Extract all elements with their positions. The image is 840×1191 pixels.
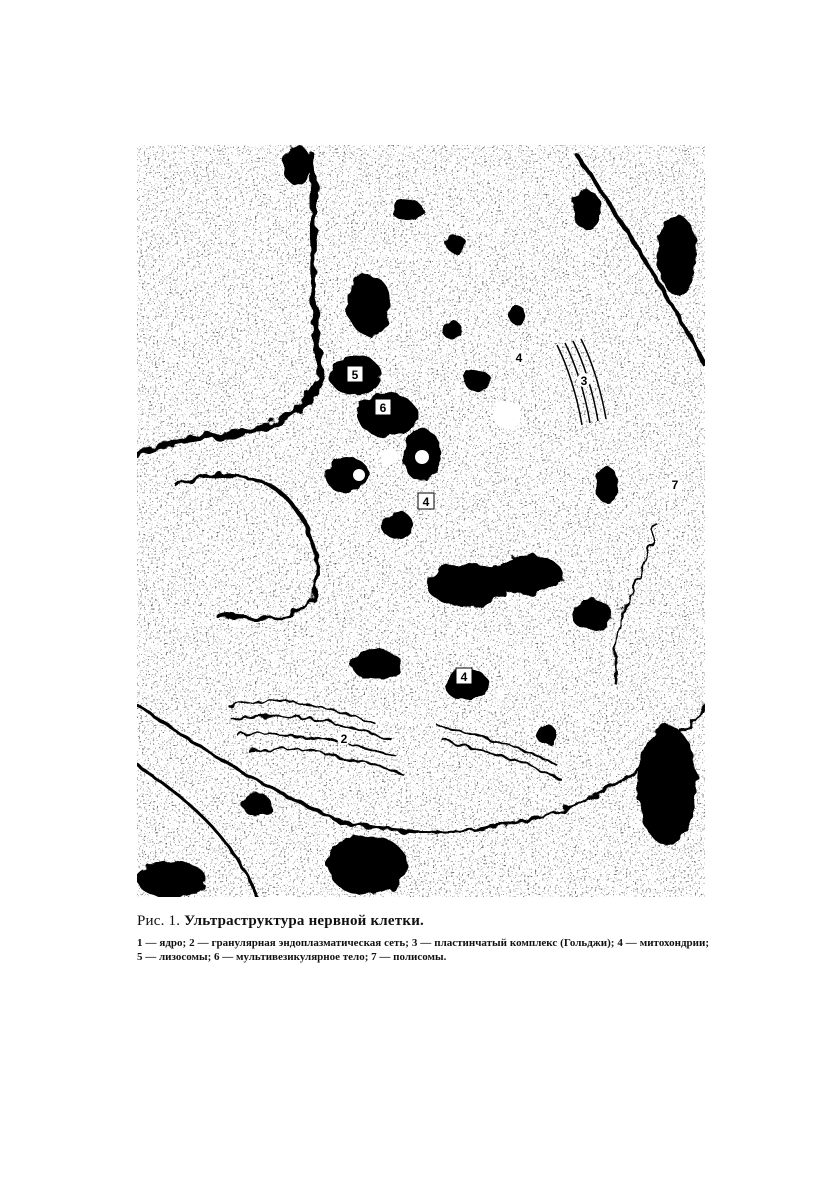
marker-4 bbox=[418, 493, 434, 509]
right-upper-mass bbox=[657, 215, 697, 295]
mitochondrion bbox=[463, 370, 491, 390]
lower-dark-mass bbox=[327, 835, 407, 895]
figure-caption bbox=[137, 912, 709, 964]
rough-er-mass bbox=[351, 651, 403, 679]
top-mass bbox=[283, 145, 311, 185]
mitochondrion bbox=[595, 467, 619, 503]
vesicle-dark bbox=[243, 793, 271, 817]
mitochondrion bbox=[573, 190, 601, 230]
marker-number: 3 bbox=[580, 374, 588, 388]
marker-number: 2 bbox=[340, 732, 348, 746]
caption-legend: 1 — ядро; 2 — гранулярная эндоплазматическая сеть; 3 — пластинчатый комплекс (Гольджи); 4 — митохондрии; 5 — лизосомы; 6 — мультивезикулярное тело; 7 — полисомы. bbox=[137, 937, 709, 963]
mitochondrion bbox=[391, 200, 423, 220]
marker-number: 6 bbox=[379, 401, 387, 415]
marker-4 bbox=[456, 668, 472, 684]
figure-title: Ультраструктура нервной клетки. bbox=[184, 913, 424, 929]
lysosome-upper bbox=[347, 275, 391, 335]
marker-6 bbox=[375, 399, 391, 415]
marker-number: 4 bbox=[422, 495, 430, 509]
marker-5 bbox=[347, 366, 363, 382]
caption-title bbox=[137, 912, 709, 930]
mitochondrion bbox=[381, 511, 413, 539]
micrograph-image bbox=[137, 145, 705, 897]
mitochondrion bbox=[442, 321, 462, 339]
mitochondrion bbox=[537, 725, 557, 745]
mitochondrion bbox=[572, 599, 612, 631]
marker-number: 7 bbox=[671, 478, 679, 492]
vesicle bbox=[415, 450, 429, 464]
vesicle bbox=[493, 401, 521, 429]
marker-number: 5 bbox=[351, 368, 359, 382]
marker-number: 4 bbox=[515, 351, 523, 365]
fine-grain-texture bbox=[137, 145, 705, 897]
vesicle bbox=[381, 449, 397, 465]
figure-label: Рис. 1. bbox=[137, 913, 181, 929]
mitochondrion bbox=[447, 236, 467, 254]
mitochondrion-cluster bbox=[491, 555, 563, 595]
electron-micrograph bbox=[137, 145, 705, 897]
vesicle bbox=[353, 469, 365, 481]
mitochondrion bbox=[508, 306, 526, 324]
right-edge-mass bbox=[637, 725, 697, 845]
corner-mass bbox=[137, 862, 207, 897]
marker-number: 4 bbox=[460, 670, 468, 684]
